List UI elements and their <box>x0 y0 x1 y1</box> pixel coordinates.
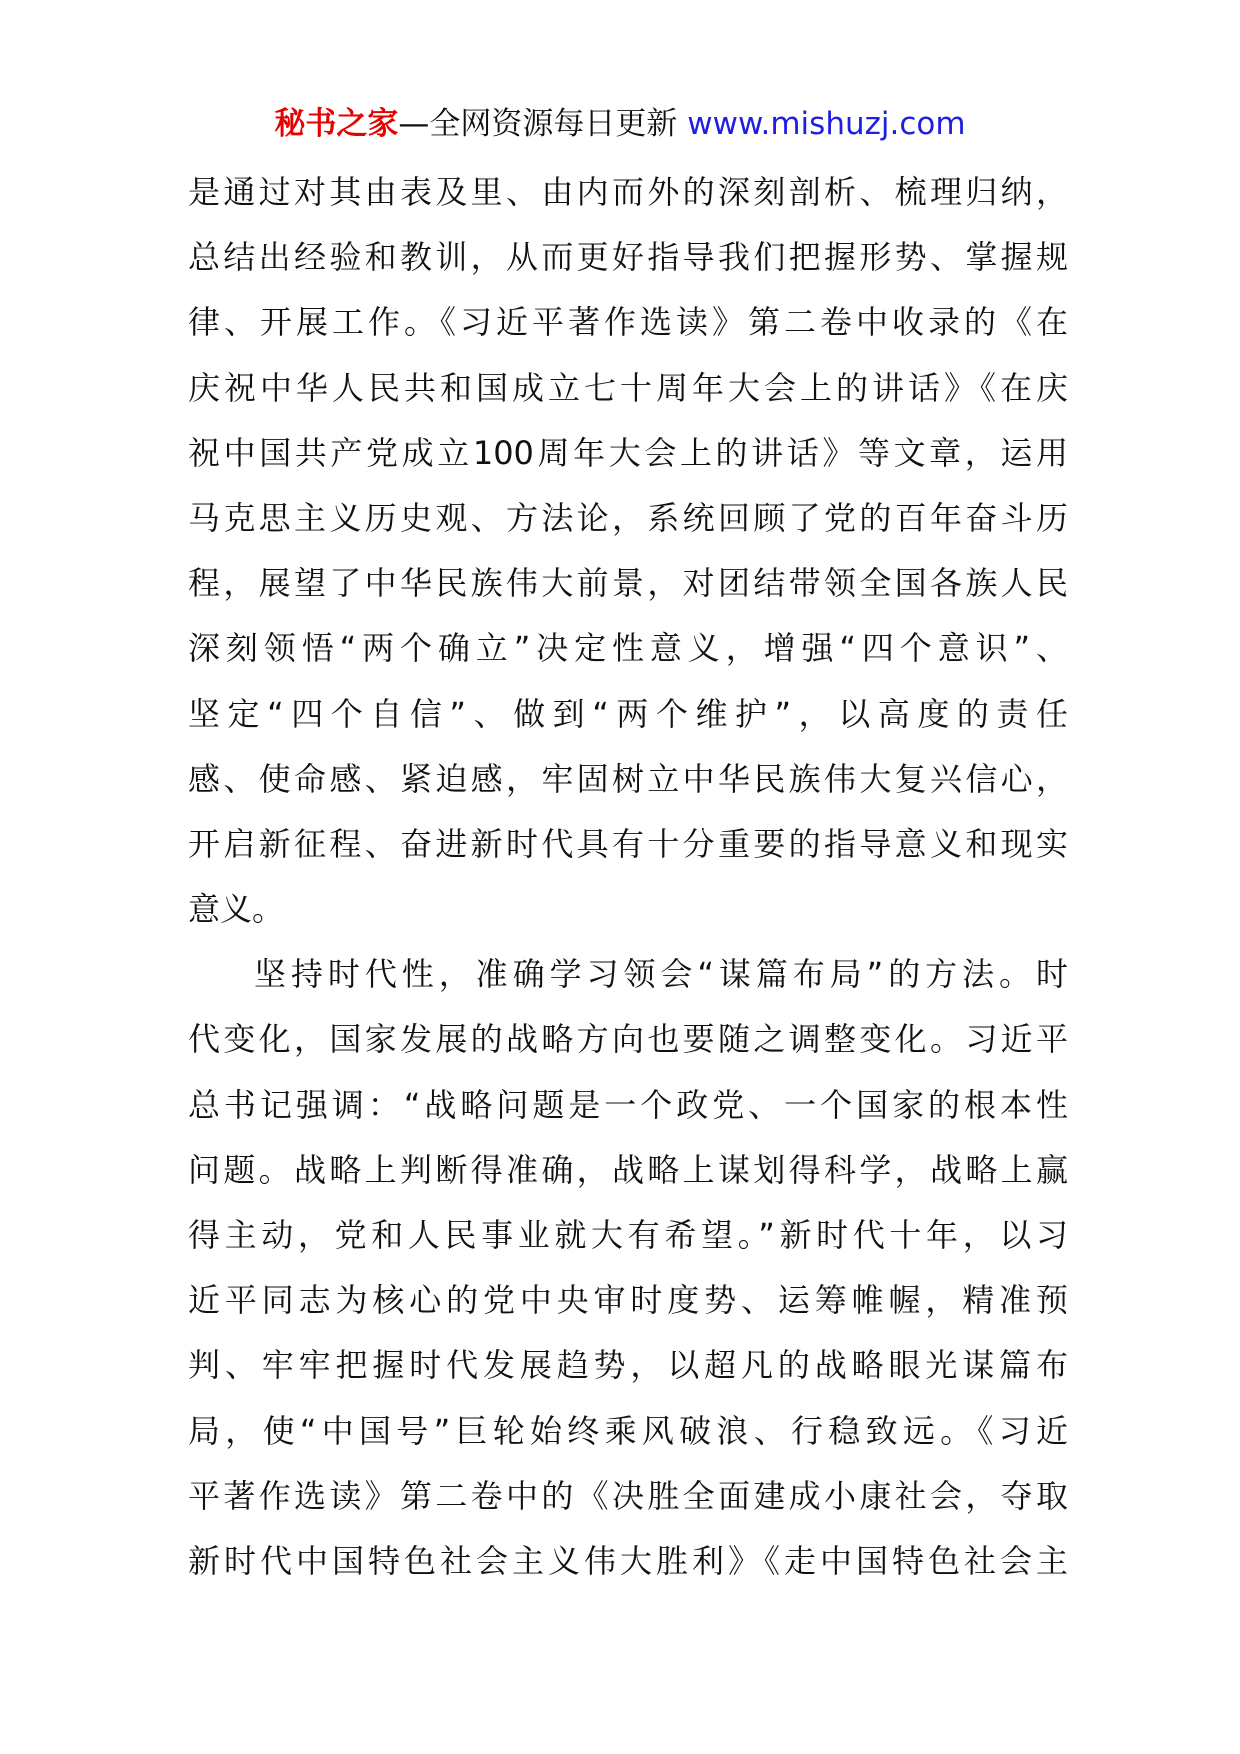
site-header <box>0 100 1240 148</box>
text-line: 马克思主义历史观、方法论，系统回顾了党的百年奋斗历 <box>188 498 1068 537</box>
text-line: 深刻领悟“两个确立”决定性意义，增强“四个意识”、 <box>188 629 1068 668</box>
text-line: 是通过对其由表及里、由内而外的深刻剖析、梳理归纳， <box>188 173 1068 211</box>
site-brand: 秘书之家 <box>274 106 399 142</box>
text-line: 坚定“四个自信”、做到“两个维护”，以高度的责任 <box>188 694 1068 733</box>
text-line: 近平同志为核心的党中央审时度势、运筹帷幄，精准预 <box>188 1281 1068 1320</box>
text-line: 庆祝中华人民共和国成立七十周年大会上的讲话》《在庆 <box>188 368 1068 407</box>
site-url-link[interactable]: www.mishuzj.com <box>687 106 966 142</box>
text-line: 问题。战略上判断得准确，战略上谋划得科学，战略上赢 <box>188 1150 1068 1189</box>
site-tagline: —全网资源每日更新 <box>398 106 678 142</box>
text-line: 局，使“中国号”巨轮始终乘风破浪、行稳致远。《习近 <box>188 1411 1068 1450</box>
text-line: 开启新征程、奋进新时代具有十分重要的指导意义和现实 <box>188 824 1068 863</box>
text-line: 判、牢牢把握时代发展趋势，以超凡的战略眼光谋篇布 <box>188 1346 1068 1385</box>
text-line: 祝中国共产党成立100周年大会上的讲话》等文章，运用 <box>188 433 1068 472</box>
text-line: 总书记强调：“战略问题是一个政党、一个国家的根本性 <box>188 1085 1068 1124</box>
text-line: 感、使命感、紧迫感，牢固树立中华民族伟大复兴信心， <box>188 759 1068 798</box>
text-line: 总结出经验和教训，从而更好指导我们把握形势、掌握规 <box>188 238 1068 277</box>
text-line: 程，展望了中华民族伟大前景，对团结带领全国各族人民 <box>188 564 1068 603</box>
article-body <box>188 160 1068 1594</box>
text-line: 律、开展工作。《习近平著作选读》第二卷中收录的《在 <box>188 303 1068 342</box>
text-line: 新时代中国特色社会主义伟大胜利》《走中国特色社会主 <box>188 1541 1068 1580</box>
paragraph-start-line: 坚持时代性，准确学习领会“谋篇布局”的方法。时 <box>254 955 1068 994</box>
text-line: 得主动，党和人民事业就大有希望。”新时代十年，以习 <box>188 1216 1068 1254</box>
text-line: 平著作选读》第二卷中的《决胜全面建成小康社会，夺取 <box>188 1476 1068 1515</box>
text-line: 代变化，国家发展的战略方向也要随之调整变化。习近平 <box>188 1020 1068 1059</box>
paragraph-end-line: 意义。 <box>188 890 285 929</box>
